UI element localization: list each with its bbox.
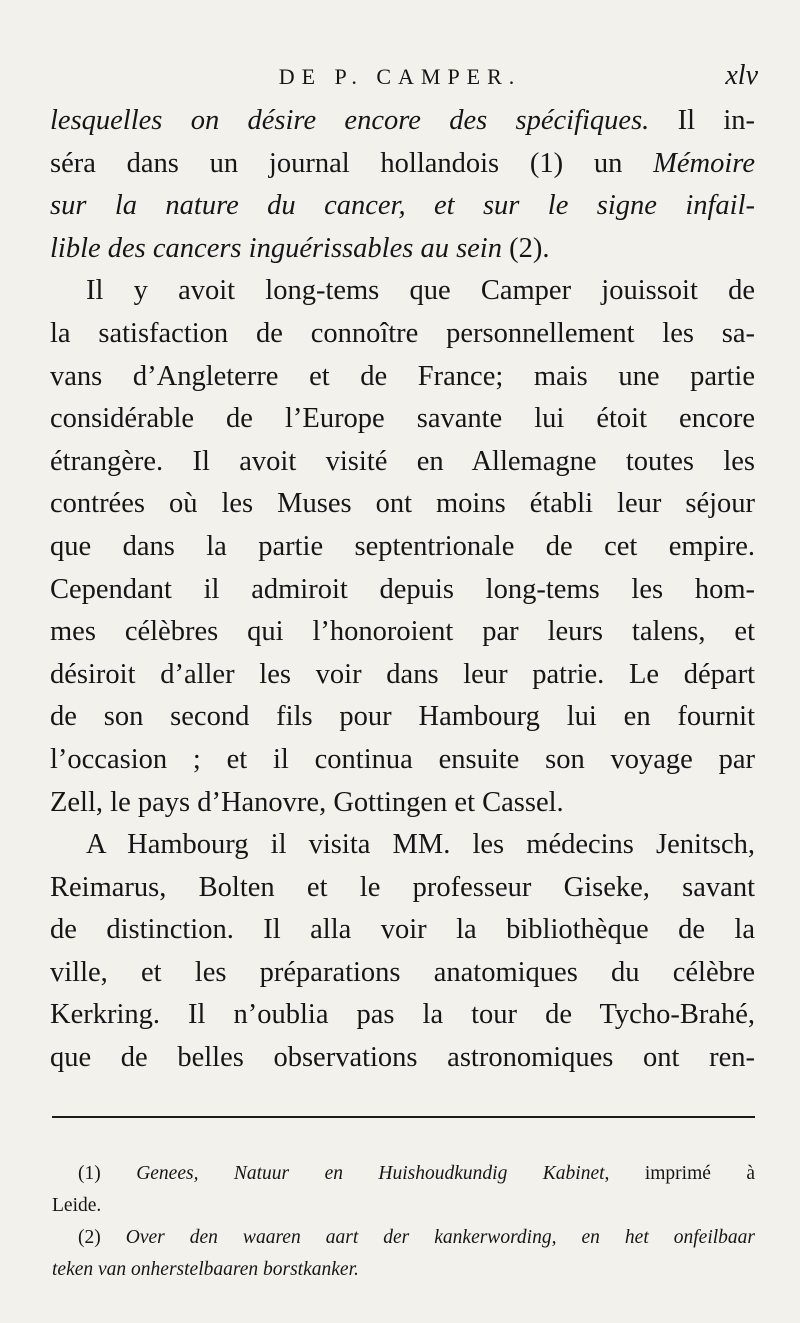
footnote-line: [52, 1190, 755, 1222]
text-span: teken van onherstelbaaren borstkanker.: [52, 1259, 359, 1280]
text-span: , imprimé à: [604, 1163, 755, 1184]
text-span: mes célèbres qui l’honoroient par leurs talens, et: [50, 616, 755, 648]
body-line: [50, 611, 755, 654]
footnote-line: [52, 1254, 755, 1286]
body-text: [50, 100, 755, 1080]
footnote-line: [52, 1158, 755, 1190]
text-span: que de belles observations astronomiques ont ren-: [50, 1042, 755, 1074]
body-line: [50, 526, 755, 569]
body-line: [50, 994, 755, 1037]
body-line: [50, 739, 755, 782]
text-span: A Hambourg il visita MM. les médecins Jenitsch,: [86, 829, 755, 861]
text-span: étrangère. Il avoit visité en Allemagne toutes les: [50, 445, 755, 477]
page-number: xlv: [725, 60, 758, 91]
body-line: [50, 782, 755, 825]
body-line: [50, 356, 755, 399]
text-span: (2).: [501, 232, 550, 264]
body-line: [50, 270, 755, 313]
text-span: que dans la partie septentrionale de cet empire.: [50, 530, 755, 562]
body-line: [50, 654, 755, 697]
text-span: de distinction. Il alla voir la bibliothèque de la: [50, 914, 755, 946]
text-span: Genees, Natuur en Huishoudkundig Kabinet: [136, 1163, 605, 1184]
body-line: [50, 867, 755, 910]
text-span: sur la nature du cancer, et sur le signe infail-: [50, 190, 755, 222]
body-line: [50, 398, 755, 441]
body-line: [50, 483, 755, 526]
page-header: [0, 60, 800, 96]
body-line: [50, 952, 755, 995]
text-span: la satisfaction de connoître personnellement les sa-: [50, 317, 755, 349]
text-span: Mémoire: [653, 147, 755, 179]
text-span: ville, et les préparations anatomiques du célèbre: [50, 956, 755, 988]
body-line: [50, 441, 755, 484]
body-line: [50, 313, 755, 356]
body-line: [50, 1037, 755, 1080]
body-line: [50, 100, 755, 143]
footnote-line: [52, 1222, 755, 1254]
text-span: Zell, le pays d’Hanovre, Gottingen et Cassel.: [50, 786, 564, 818]
text-span: Cependant il admiroit depuis long-tems les hom-: [50, 573, 755, 605]
text-span: Leide.: [52, 1195, 102, 1216]
text-span: Il y avoit long-tems que Camper jouissoit de: [86, 275, 755, 307]
text-span: Il in-: [649, 105, 755, 136]
text-span: lible des cancers inguérissables au sein: [50, 232, 502, 264]
body-line: [50, 185, 755, 228]
text-span: lesquelles on désire encore des spécifiques.: [50, 105, 650, 136]
text-span: désiroit d’aller les voir dans leur patrie. Le départ: [50, 658, 755, 690]
body-line: [50, 824, 755, 867]
text-span: (1): [78, 1163, 137, 1184]
text-span: séra dans un journal hollandois (1) un: [50, 147, 654, 179]
text-span: Reimarus, Bolten et le professeur Giseke, savant: [50, 871, 755, 903]
text-span: l’occasion ; et il continua ensuite son voyage par: [50, 743, 755, 775]
text-span: Over den waaren aart der kankerwording, en het onfeilbaar: [125, 1227, 755, 1248]
body-line: [50, 228, 755, 271]
text-span: contrées où les Muses ont moins établi leur séjour: [50, 488, 755, 520]
running-title: DE P. CAMPER.: [278, 64, 522, 89]
footnotes: [52, 1158, 755, 1286]
text-span: considérable de l’Europe savante lui étoit encore: [50, 403, 755, 435]
text-span: (2): [78, 1227, 126, 1248]
footnote-rule: [52, 1116, 755, 1118]
body-line: [50, 569, 755, 612]
body-line: [50, 696, 755, 739]
text-span: Kerkring. Il n’oublia pas la tour de Tycho-Brahé,: [50, 999, 755, 1031]
text-span: vans d’Angleterre et de France; mais une partie: [50, 360, 755, 392]
body-line: [50, 909, 755, 952]
text-span: de son second fils pour Hambourg lui en fournit: [50, 701, 755, 733]
body-line: [50, 143, 755, 186]
